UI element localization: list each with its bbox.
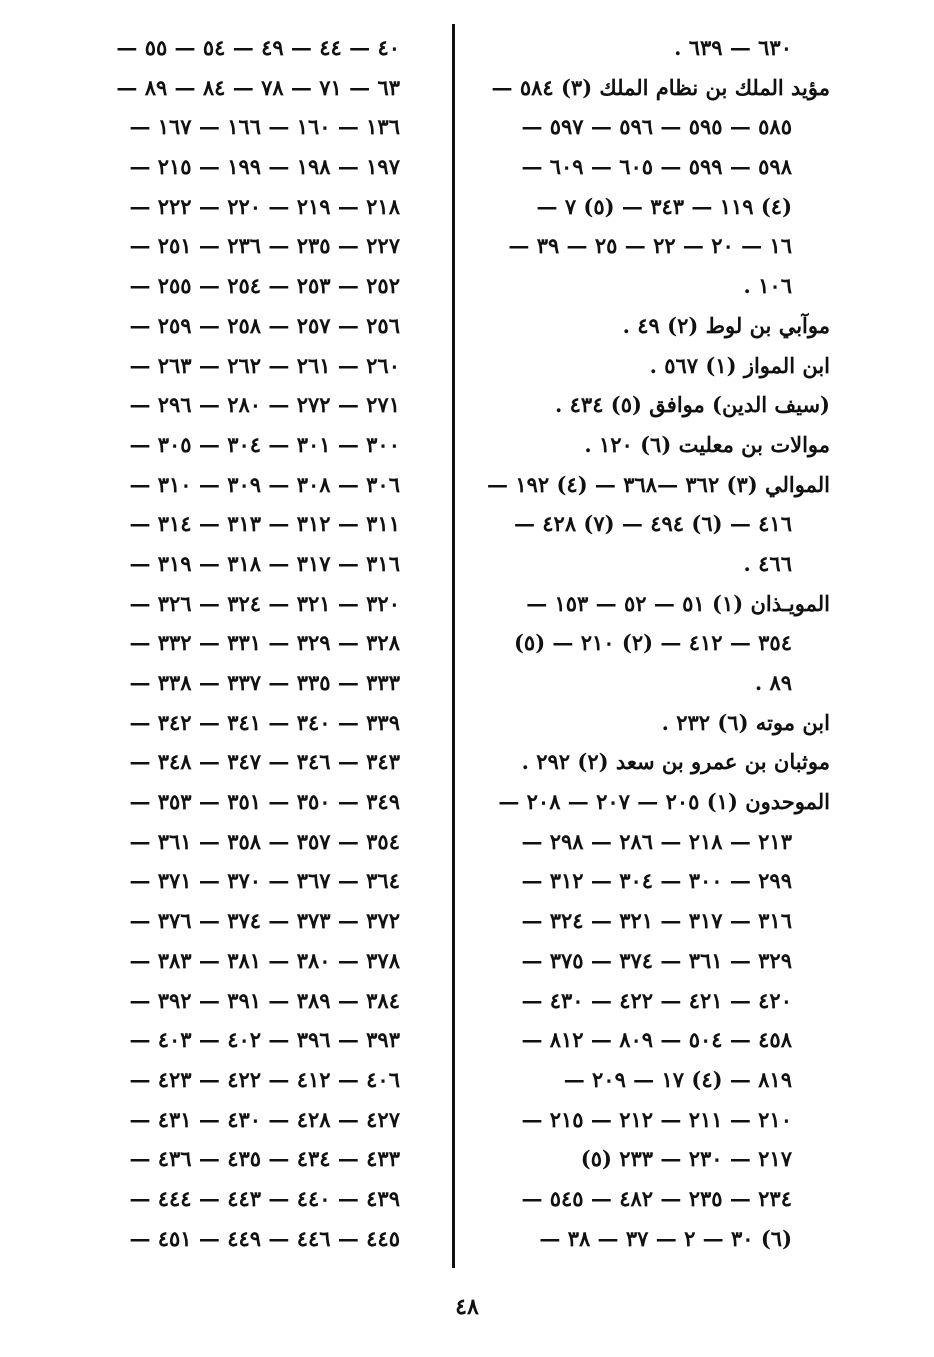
index-entry-line: ٣٢٩ — ٣٦١ — ٣٧٤ — ٣٧٥ — — [521, 947, 792, 973]
index-entry-line: ٢١٠ — ٢١١ — ٢١٢ — ٢١٥ — — [521, 1106, 792, 1132]
index-numbers-line: ٣٣٣ — ٣٣٥ — ٣٣٧ — ٣٣٨ — — [129, 670, 400, 695]
index-numbers-line: ٤٣٩ — ٤٤٠ — ٤٤٣ — ٤٤٤ — — [129, 1185, 400, 1211]
index-numbers-line: ٣٤٣ — ٣٤٦ — ٣٤٧ — ٣٤٨ — — [129, 749, 400, 775]
index-entry-line: ١٠٦ . — [743, 273, 792, 299]
index-numbers-line: ٣٣٩ — ٣٤٠ — ٣٤١ — ٣٤٢ — — [129, 709, 400, 735]
index-entry-line: (٦) ٣٠ — ٢ — ٣٧ — ٣٨ — — [539, 1225, 792, 1251]
index-numbers-line: ٤٣٣ — ٤٣٤ — ٤٣٥ — ٤٣٦ — — [129, 1146, 400, 1172]
index-numbers-line: ٤٤٥ — ٤٤٦ — ٤٤٩ — ٤٥١ — — [129, 1225, 400, 1251]
index-entry-line: ابن موته (٦) ٢٣٢ . — [661, 709, 830, 735]
index-entry-line: المويـذان (١) ٥١ — ٥٢ — ١٥٣ — — [526, 590, 830, 616]
index-numbers-line: ٤٠٦ — ٤١٢ — ٤٢٢ — ٤٢٣ — — [129, 1066, 400, 1092]
index-entry-line: الموالي (٣) ٣٦٢ —٣٦٨ — (٤) ١٩٢ — — [487, 471, 830, 497]
index-entry-line: ١٦ — ٢٠ — ٢٢ — ٢٥ — ٣٩ — — [508, 233, 792, 259]
index-numbers-line: ٣٠٦ — ٣٠٨ — ٣٠٩ — ٣١٠ — — [129, 471, 400, 497]
index-entry-line: (٤) ١١٩ — ٣٤٣ — (٥) ٧ — — [536, 193, 792, 219]
index-numbers-line: ٣٦٤ — ٣٦٧ — ٣٧٠ — ٣٧١ — — [129, 868, 400, 894]
index-numbers-line: ٣٤٩ — ٣٥٠ — ٣٥١ — ٣٥٣ — — [129, 789, 400, 815]
index-numbers-line: ٣١٦ — ٣١٧ — ٣١٨ — ٣١٩ — — [129, 550, 400, 576]
index-entry-line: ٦٣٠ — ٦٣٩ . — [674, 35, 792, 60]
index-entry-line: ٨١٩ — (٤) ١٧ — ٢٠٩ — — [563, 1066, 792, 1092]
index-entry-line: ٣١٦ — ٣١٧ — ٣٢١ — ٣٢٤ — — [521, 908, 792, 934]
index-numbers-line: ٢٥٢ — ٢٥٣ — ٢٥٤ — ٢٥٥ — — [129, 273, 400, 299]
index-entry-line: ٢١٣ — ٢١٨ — ٢٨٦ — ٢٩٨ — — [521, 828, 792, 854]
index-numbers-line: ٣٧٢ — ٣٧٣ — ٣٧٤ — ٣٧٦ — — [129, 908, 400, 934]
index-numbers-line: ٢٦٠ — ٢٦١ — ٢٦٢ — ٢٦٣ — — [129, 352, 400, 378]
index-entry-line: ابن المواز (١) ٥٦٧ . — [649, 352, 830, 378]
index-entry-line: ٢٣٤ — ٢٣٥ — ٤٨٢ — ٥٤٥ — — [521, 1185, 792, 1211]
index-numbers-line: ٢٥٦ — ٢٥٧ — ٢٥٨ — ٢٥٩ — — [129, 312, 400, 338]
index-entry-line: ٢٩٩ — ٣٠٠ — ٣٠٤ — ٣١٢ — — [521, 868, 792, 894]
index-entry-line: موآبي بن لوط (٢) ٤٩ . — [622, 312, 830, 338]
left-column — [78, 28, 400, 1258]
index-entry-line: ٣٥٤ — ٤١٢ — (٢) ٢١٠ — (٥) — [513, 630, 792, 656]
index-entry-line: ٥٩٨ — ٥٩٩ — ٦٠٥ — ٦٠٩ — — [521, 154, 792, 180]
index-entry-line: الموحدون (١) ٢٠٥ — ٢٠٧ — ٢٠٨ — — [498, 789, 830, 815]
index-entry-line: ٨٩ . — [754, 670, 792, 695]
index-numbers-line: ١٩٧ — ١٩٨ — ١٩٩ — ٢١٥ — — [129, 154, 400, 180]
index-numbers-line: ٦٣ — ٧١ — ٧٨ — ٨٤ — ٨٩ — — [116, 74, 400, 100]
index-numbers-line: ٢٢٧ — ٢٣٥ — ٢٣٦ — ٢٥١ — — [129, 233, 400, 259]
index-entry-line: ٥٨٥ — ٥٩٥ — ٥٩٦ — ٥٩٧ — — [521, 114, 792, 140]
index-numbers-line: ٣٩٣ — ٣٩٦ — ٤٠٢ — ٤٠٣ — — [129, 1027, 400, 1053]
index-entry-line: ٤١٦ — (٦) ٤٩٤ — (٧) ٤٢٨ — — [513, 511, 792, 537]
index-numbers-line: ٤٢٧ — ٤٢٨ — ٤٣٠ — ٤٣١ — — [129, 1106, 400, 1132]
index-numbers-line: ٣٢٠ — ٣٢١ — ٣٢٤ — ٣٢٦ — — [129, 590, 400, 616]
right-column — [478, 28, 830, 1258]
column-divider — [452, 24, 455, 1268]
index-numbers-line: ٢٧١ — ٢٧٢ — ٢٨٠ — ٢٩٦ — — [129, 392, 400, 418]
index-entry-line: ٤٦٦ . — [743, 550, 792, 576]
index-numbers-line: ٣١١ — ٣١٢ — ٣١٣ — ٣١٤ — — [129, 511, 400, 537]
index-numbers-line: ٣٧٨ — ٣٨٠ — ٣٨١ — ٣٨٣ — — [129, 947, 400, 973]
index-entry-line: ٤٥٨ — ٥٠٤ — ٨٠٩ — ٨١٢ — — [521, 1027, 792, 1053]
index-numbers-line: ٣٢٨ — ٣٢٩ — ٣٣١ — ٣٣٢ — — [129, 630, 400, 656]
index-entry-line: موالات بن معليت (٦) ١٢٠ . — [584, 431, 830, 457]
index-entry-line: ٢١٧ — ٢٣٠ — ٢٣٣ (٥) — [580, 1146, 792, 1172]
index-numbers-line: ٣٨٤ — ٣٨٩ — ٣٩١ — ٣٩٢ — — [129, 987, 400, 1013]
index-numbers-line: ٤٠ — ٤٤ — ٤٩ — ٥٤ — ٥٥ — — [116, 35, 400, 60]
index-numbers-line: ٣٥٤ — ٣٥٧ — ٣٥٨ — ٣٦١ — — [129, 828, 400, 854]
page-number: ٤٨ — [455, 1294, 479, 1320]
index-numbers-line: ٢١٨ — ٢١٩ — ٢٢٠ — ٢٢٢ — — [129, 193, 400, 219]
index-entry-line: مؤيد الملك بن نظام الملك (٣) ٥٨٤ — — [491, 74, 830, 100]
index-numbers-line: ٣٠٠ — ٣٠١ — ٣٠٤ — ٣٠٥ — — [129, 431, 400, 457]
index-entry-line: (سيف الدين) موافق (٥) ٤٣٤ . — [555, 392, 830, 418]
index-numbers-line: ١٣٦ — ١٦٠ — ١٦٦ — ١٦٧ — — [129, 114, 400, 140]
index-entry-line: ٤٢٠ — ٤٢١ — ٤٢٢ — ٤٣٠ — — [521, 987, 792, 1013]
index-entry-line: موثبان بن عمرو بن سعد (٢) ٢٩٢ . — [521, 749, 830, 775]
